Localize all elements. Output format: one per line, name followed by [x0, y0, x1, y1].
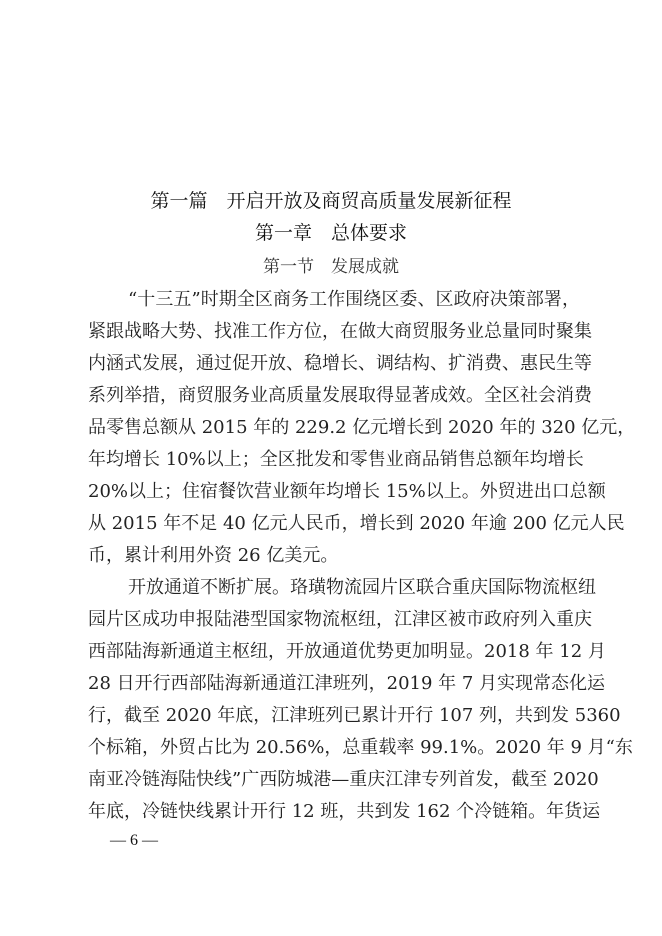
text-line: 年均增长 10%以上；全区批发和零售业商品销售总额年均增长: [88, 449, 584, 470]
section-title: 第一节 发展成就: [263, 257, 399, 277]
text-line: 个标箱，外贸占比为 20.56%，总重载率 99.1%。2020 年 9 月“东: [88, 737, 633, 758]
text-line: 系列举措，商贸服务业高质量发展取得显著成效。全区社会消费: [88, 385, 592, 406]
chapter-title: 第一章 总体要求: [254, 222, 407, 244]
text-line: 品零售总额从 2015 年的 229.2 亿元增长到 2020 年的 320 亿元，: [88, 417, 636, 438]
body-text: [88, 284, 636, 828]
text-line: “十三五”时期全区商务工作围绕区委、区政府决策部署，: [128, 289, 580, 310]
text-line: 内涵式发展，通过促开放、稳增长、调结构、扩消费、惠民生等: [88, 353, 592, 374]
text-line: 西部陆海新通道主枢纽，开放通道优势更加明显。2018 年 12 月: [88, 641, 606, 662]
text-line: 行，截至 2020 年底，江津班列已累计开行 107 列，共到发 5360: [88, 705, 621, 726]
paragraph: [88, 284, 636, 572]
text-line: 紧跟战略大势、找准工作方位，在做大商贸服务业总量同时聚集: [88, 321, 592, 342]
text-line: 币，累计利用外资 26 亿美元。: [88, 545, 339, 566]
text-line: 开放通道不断扩展。珞璜物流园片区联合重庆国际物流枢纽: [128, 577, 596, 598]
part-title: 第一篇 开启开放及商贸高质量发展新征程: [150, 190, 512, 212]
text-line: 南亚冷链海陆快线”广西防城港—重庆江津专列首发，截至 2020: [88, 769, 599, 790]
paragraph: [88, 572, 633, 828]
text-line: 从 2015 年不足 40 亿元人民币，增长到 2020 年逾 200 亿元人民: [88, 513, 625, 534]
text-line: 年底，冷链快线累计开行 12 班，共到发 162 个冷链箱。年货运: [88, 801, 601, 822]
text-line: 28 日开行西部陆海新通道江津班列，2019 年 7 月实现常态化运: [88, 673, 606, 694]
text-line: 园片区成功申报陆港型国家物流枢纽，江津区被市政府列入重庆: [88, 609, 592, 630]
text-line: 20%以上；住宿餐饮营业额年均增长 15%以上。外贸进出口总额: [88, 481, 606, 502]
page-number: — 6 —: [110, 832, 158, 849]
